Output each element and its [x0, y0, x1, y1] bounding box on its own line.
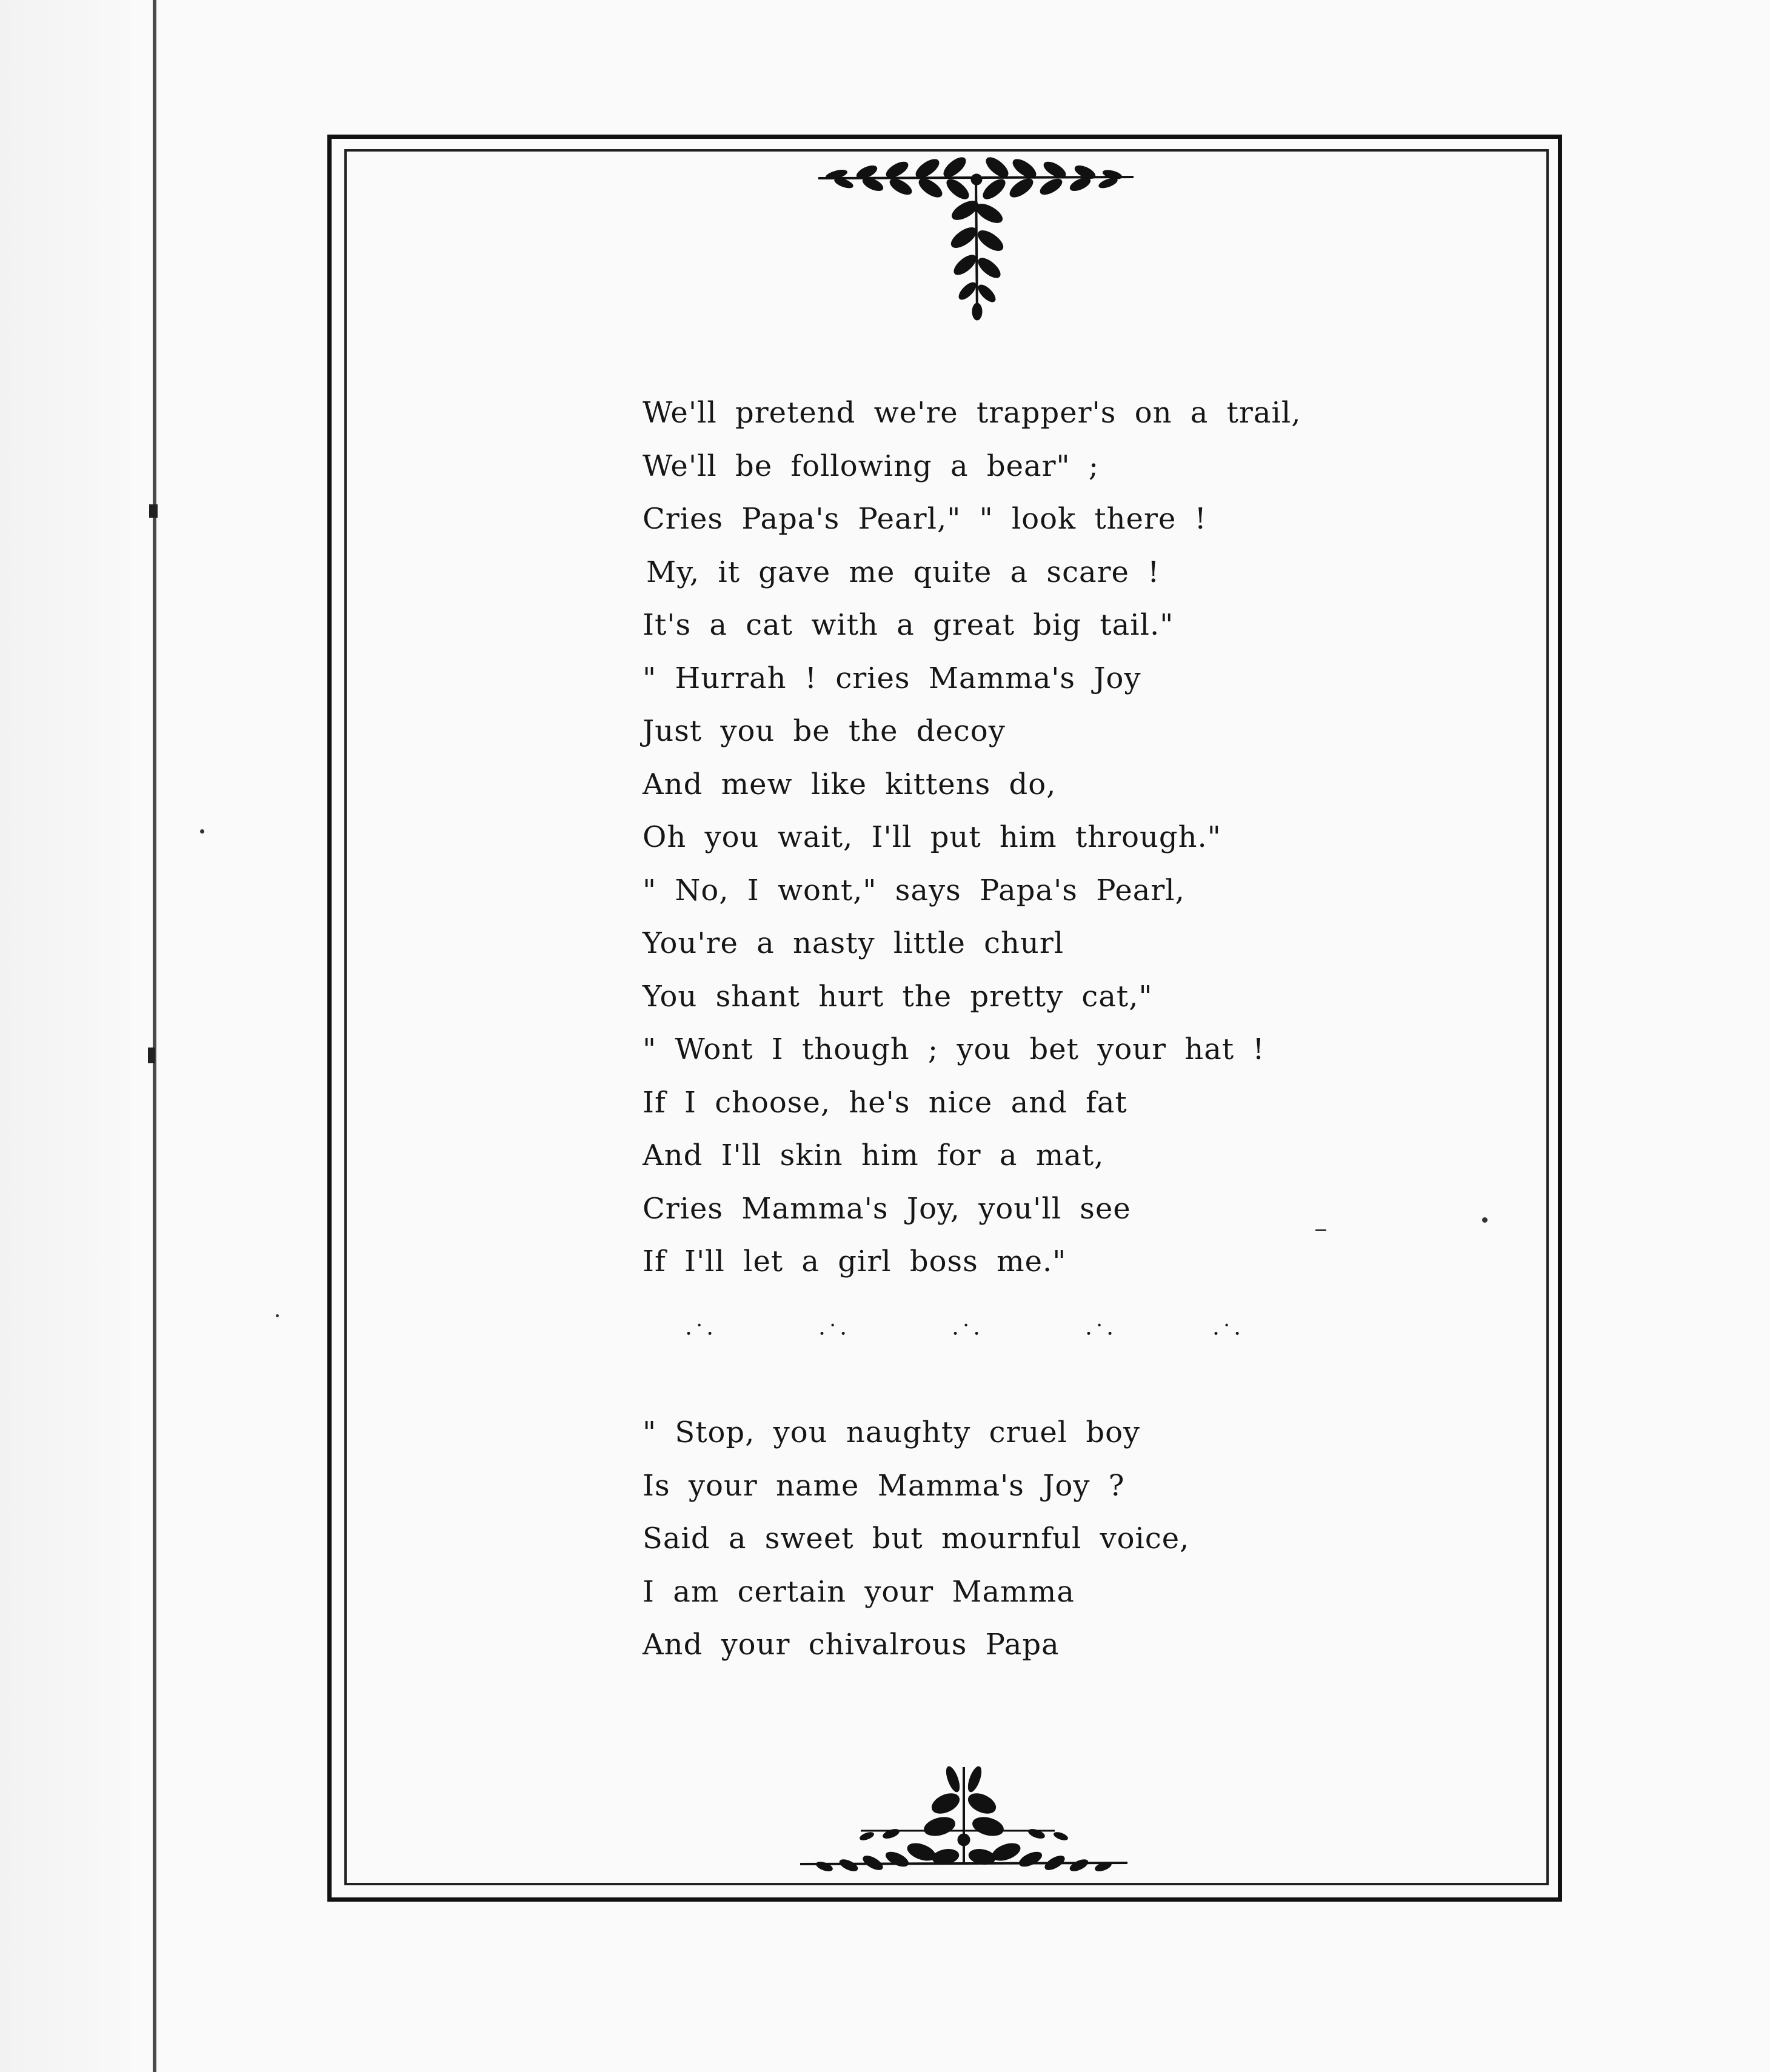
poem-line: We'll be following a bear" ;: [643, 449, 1100, 483]
separator-dots: ·˙·: [1212, 1320, 1243, 1347]
poem-line: You're a nasty little churl: [643, 926, 1064, 960]
separator-dots: ·˙·: [952, 1320, 982, 1347]
poem-line: Cries Papa's Pearl," " look there !: [643, 502, 1207, 536]
binding-gutter: [0, 0, 156, 2072]
separator-dots: ·˙·: [1085, 1320, 1115, 1347]
separator-dots: ·˙·: [685, 1320, 715, 1347]
bottom-holly-ornament-icon: [794, 1755, 1134, 1885]
binding-mark: [148, 1048, 155, 1063]
poem-line: Said a sweet but mournful voice,: [643, 1522, 1190, 1556]
binding-mark: [149, 504, 158, 518]
poem-line: Is your name Mamma's Joy ?: [643, 1468, 1125, 1503]
poem-line: " Wont I though ; you bet your hat !: [643, 1032, 1265, 1066]
ink-speck: [1315, 1229, 1326, 1231]
stanza-separator: [667, 1320, 1249, 1357]
ink-speck: [276, 1314, 279, 1317]
poem-line: And your chivalrous Papa: [643, 1628, 1060, 1662]
poem-line: I am certain your Mamma: [643, 1574, 1075, 1609]
poem-line: My, it gave me quite a scare !: [646, 555, 1160, 589]
ink-speck: [1482, 1217, 1488, 1223]
poem-line: And I'll skin him for a mat,: [643, 1138, 1104, 1172]
poem-stanza-2: [643, 1406, 1249, 1672]
poem-line: Just you be the decoy: [643, 714, 1006, 748]
poem-line: Cries Mamma's Joy, you'll see: [643, 1191, 1131, 1226]
ink-speck: [200, 829, 204, 834]
top-holly-ornament-icon: [806, 153, 1146, 322]
poem-line: " Stop, you naughty cruel boy: [643, 1415, 1141, 1449]
separator-dots: ·˙·: [818, 1320, 849, 1347]
poem-line: If I'll let a girl boss me.": [643, 1245, 1067, 1278]
poem-line: You shant hurt the pretty cat,": [643, 979, 1153, 1014]
poem-line: It's a cat with a great big tail.": [643, 608, 1174, 642]
poem-line: If I choose, he's nice and fat: [643, 1085, 1127, 1120]
poem-line: " Hurrah ! cries Mamma's Joy: [643, 661, 1141, 695]
poem-line: Oh you wait, I'll put him through.": [643, 820, 1221, 854]
binding-edge-line: [153, 0, 156, 2072]
poem-line: And mew like kittens do,: [643, 767, 1057, 801]
poem-stanza-1: [643, 387, 1301, 1289]
poem-line: We'll pretend we're trapper's on a trail,: [643, 396, 1301, 430]
poem-line: " No, I wont," says Papa's Pearl,: [643, 873, 1185, 907]
